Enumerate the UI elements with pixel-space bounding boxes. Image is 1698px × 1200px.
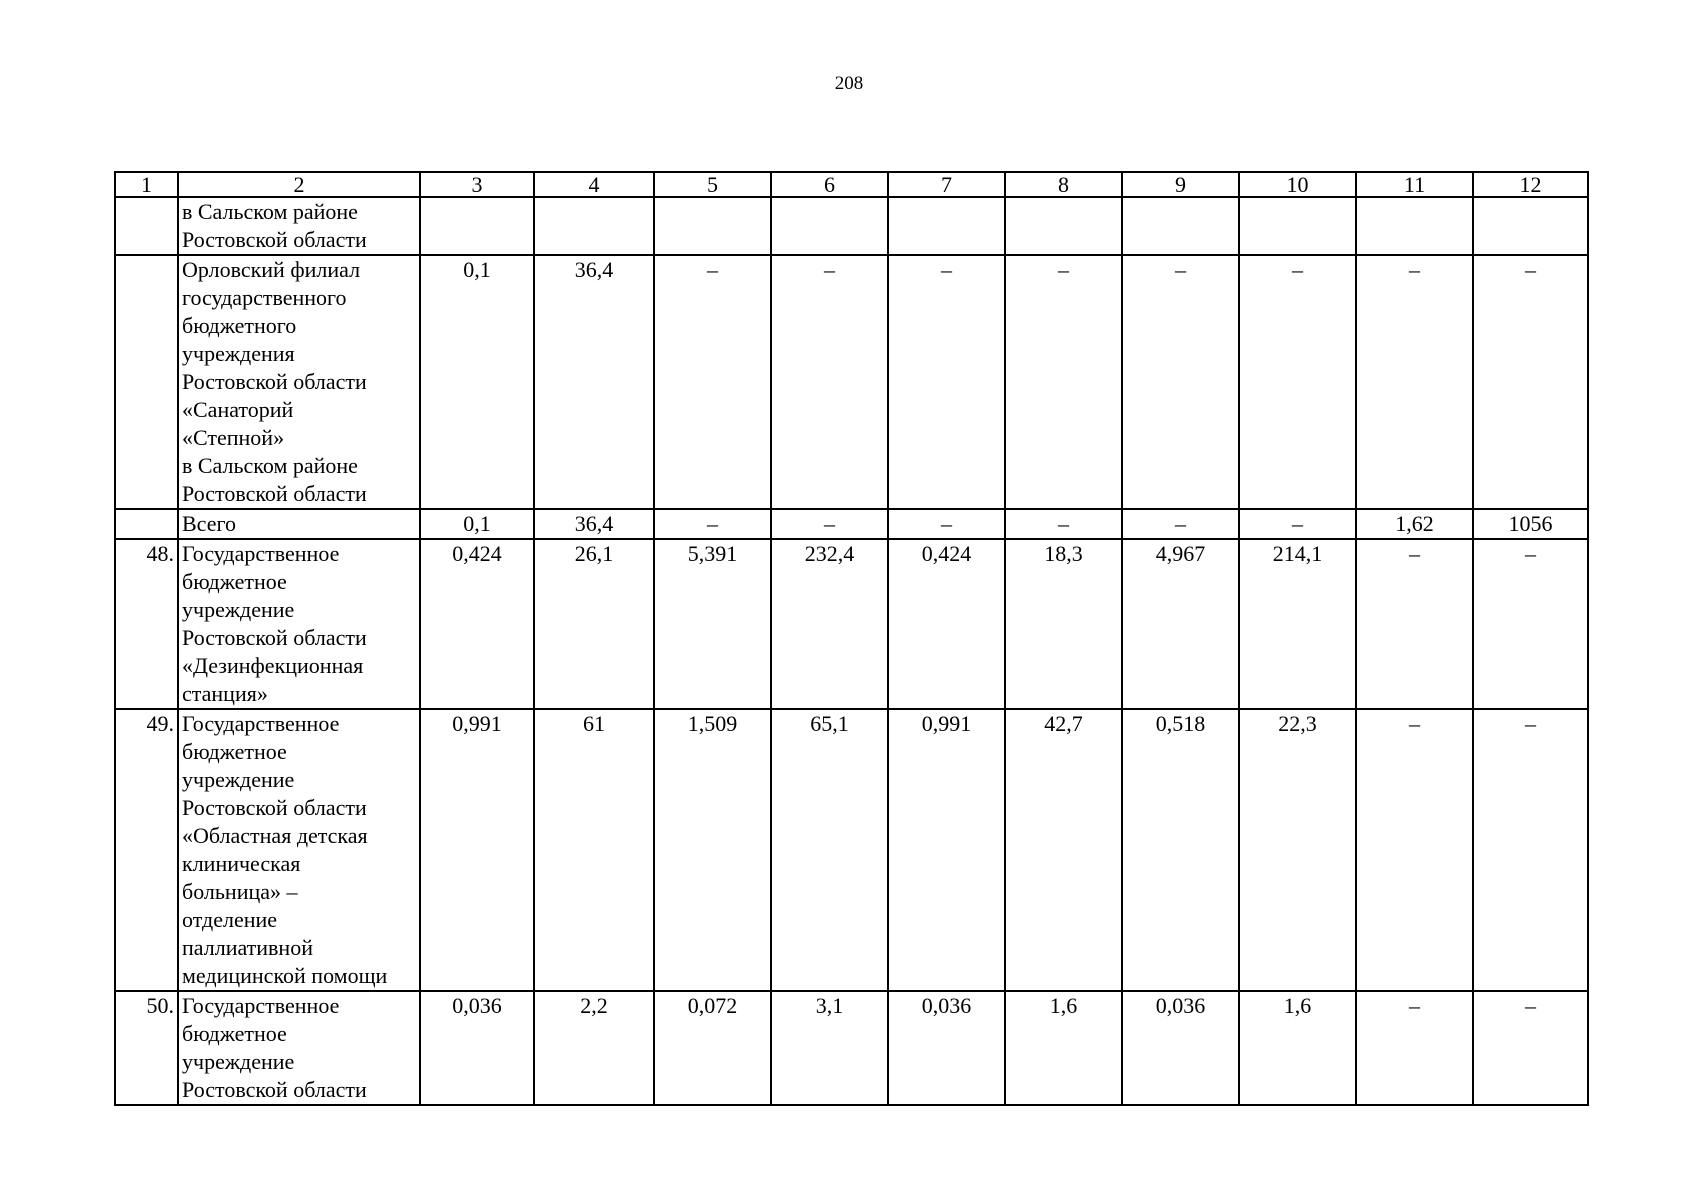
table-cell [771, 197, 888, 255]
row-number: 49. [115, 709, 178, 991]
table-cell [534, 197, 654, 255]
table-cell [654, 197, 771, 255]
row-number [115, 197, 178, 255]
table-cell: 1,509 [654, 709, 771, 991]
table-row [115, 197, 1588, 255]
table-cell: 0,518 [1122, 709, 1239, 991]
column-header: 8 [1005, 172, 1122, 197]
table-cell: – [1473, 539, 1588, 709]
table-cell: – [771, 509, 888, 539]
row-number [115, 509, 178, 539]
table-cell: 4,967 [1122, 539, 1239, 709]
table-cell: 26,1 [534, 539, 654, 709]
table-cell: 36,4 [534, 255, 654, 509]
column-header: 3 [420, 172, 534, 197]
column-header: 10 [1239, 172, 1356, 197]
row-number: 48. [115, 539, 178, 709]
table-row [115, 991, 1588, 1105]
table-cell: – [1005, 255, 1122, 509]
table-cell: 0,991 [888, 709, 1005, 991]
table-cell: 61 [534, 709, 654, 991]
row-number [115, 255, 178, 509]
table-cell: – [1473, 991, 1588, 1105]
table-cell: 1056 [1473, 509, 1588, 539]
table-cell: 0,1 [420, 509, 534, 539]
table-cell: 0,072 [654, 991, 771, 1105]
column-header: 6 [771, 172, 888, 197]
table-cell: 0,036 [1122, 991, 1239, 1105]
table-cell: 22,3 [1239, 709, 1356, 991]
table-cell: 232,4 [771, 539, 888, 709]
table-row [115, 255, 1588, 509]
column-header: 4 [534, 172, 654, 197]
table-cell: 0,424 [420, 539, 534, 709]
table-cell: – [1122, 255, 1239, 509]
table-cell: – [1473, 255, 1588, 509]
table-cell: 0,036 [888, 991, 1005, 1105]
table-cell: 1,6 [1239, 991, 1356, 1105]
column-header: 9 [1122, 172, 1239, 197]
column-header: 7 [888, 172, 1005, 197]
table-cell: – [654, 509, 771, 539]
table-cell: 0,991 [420, 709, 534, 991]
table-cell: 1,6 [1005, 991, 1122, 1105]
institution-name: Всего [178, 509, 420, 539]
table-cell: – [1122, 509, 1239, 539]
table-cell: 0,036 [420, 991, 534, 1105]
table-cell: – [1005, 509, 1122, 539]
table-cell [1122, 197, 1239, 255]
column-header: 2 [178, 172, 420, 197]
row-number: 50. [115, 991, 178, 1105]
table-cell: – [888, 255, 1005, 509]
institution-name: в Сальском районе Ростовской области [178, 197, 420, 255]
table-cell: 1,62 [1356, 509, 1473, 539]
table-cell [1473, 197, 1588, 255]
table-cell: 0,424 [888, 539, 1005, 709]
table-cell: 3,1 [771, 991, 888, 1105]
table-cell: 0,1 [420, 255, 534, 509]
table-cell: 214,1 [1239, 539, 1356, 709]
table-cell: – [1239, 255, 1356, 509]
column-header: 12 [1473, 172, 1588, 197]
table-row [115, 509, 1588, 539]
institution-name: Орловский филиал государственного бюджетного учреждения Ростовской области «Санаторий «Степной» в Сальском районе Ростовской области [178, 255, 420, 509]
institution-name: Государственное бюджетное учреждение Ростовской области [178, 991, 420, 1105]
column-header: 5 [654, 172, 771, 197]
table-cell: – [888, 509, 1005, 539]
page-number: 208 [834, 73, 864, 94]
table-cell: – [654, 255, 771, 509]
table-row [115, 539, 1588, 709]
institution-name: Государственное бюджетное учреждение Ростовской области «Областная детская клиническая больница» – отделение паллиативной медицинской помощи [178, 709, 420, 991]
table-row [115, 709, 1588, 991]
table-cell [888, 197, 1005, 255]
institution-name: Государственное бюджетное учреждение Ростовской области «Дезинфекционная станция» [178, 539, 420, 709]
table-cell: 18,3 [1005, 539, 1122, 709]
table-cell: 5,391 [654, 539, 771, 709]
data-table [114, 171, 1589, 1106]
table-cell: – [1356, 255, 1473, 509]
table-cell [1239, 197, 1356, 255]
table-cell: – [1239, 509, 1356, 539]
table-cell: 36,4 [534, 509, 654, 539]
table-cell [1356, 197, 1473, 255]
table-cell [1005, 197, 1122, 255]
table-cell [420, 197, 534, 255]
table-cell: – [1356, 991, 1473, 1105]
column-header: 1 [115, 172, 178, 197]
table-cell: – [771, 255, 888, 509]
column-header: 11 [1356, 172, 1473, 197]
table-cell: 42,7 [1005, 709, 1122, 991]
table-cell: 2,2 [534, 991, 654, 1105]
table-cell: – [1356, 709, 1473, 991]
table-header-row [115, 172, 1588, 197]
table-cell: – [1356, 539, 1473, 709]
table-cell: 65,1 [771, 709, 888, 991]
table-cell: – [1473, 709, 1588, 991]
